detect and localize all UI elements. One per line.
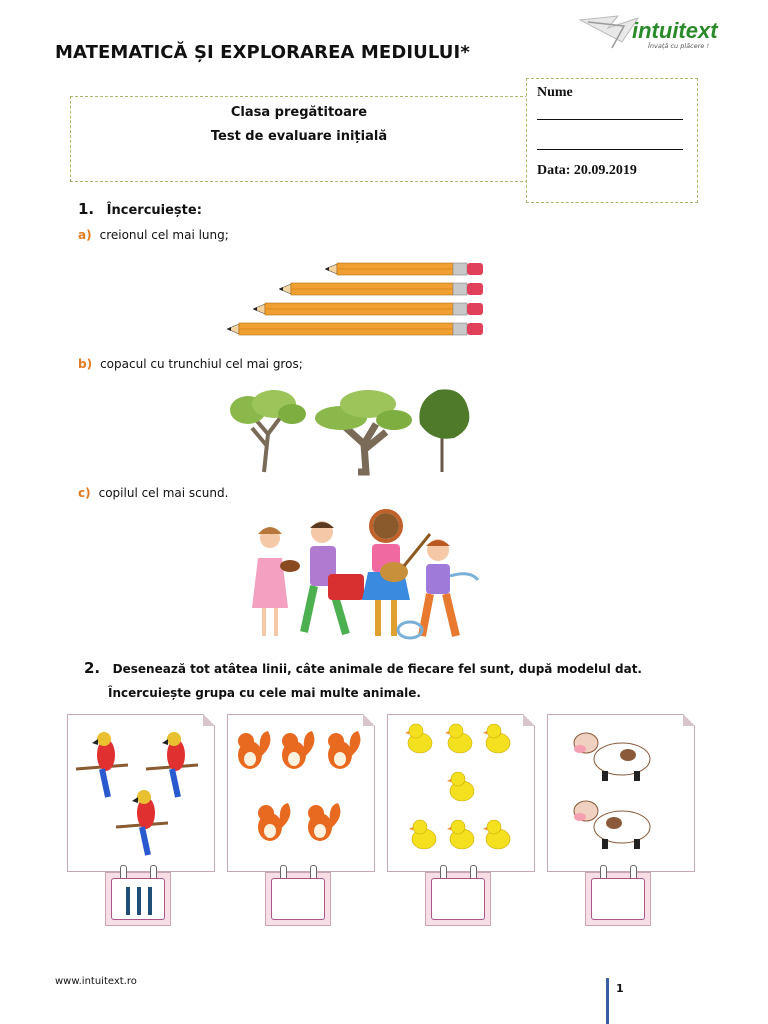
tally-lines [112, 879, 166, 921]
exercise-1c [78, 486, 228, 500]
pencil-4[interactable] [227, 323, 483, 335]
pencil-2[interactable] [279, 283, 483, 295]
logo-text: intuitext [632, 18, 718, 43]
page-title: MATEMATICĂ ȘI EXPLORAREA MEDIULUI* [55, 42, 470, 63]
chick-icon [412, 820, 436, 849]
name-line-2[interactable] [537, 149, 683, 150]
child-4-boy-hose[interactable] [398, 539, 478, 638]
cow-icon [574, 733, 650, 781]
item-b-letter: b) [78, 357, 93, 371]
exercise-2-instruction-1: Desenează tot atâtea linii, câte animale de fiecare fel sunt, după modelul dat. [112, 662, 642, 676]
child-1-girl-violin[interactable] [252, 527, 300, 636]
name-label: Nume [537, 85, 573, 100]
exercise-2-heading [84, 659, 642, 677]
child-2-boy-drum[interactable] [304, 521, 364, 634]
tally-box-parrots[interactable] [105, 872, 171, 926]
item-c-text: copilul cel mai scund. [98, 486, 229, 500]
group-card-chicks[interactable] [387, 714, 535, 872]
tally-box-cows[interactable] [585, 872, 651, 926]
group-card-cows[interactable] [547, 714, 695, 872]
cows-illustration [548, 715, 694, 871]
chicks-illustration [388, 715, 534, 871]
date-label: Data: 20.09.2019 [537, 163, 637, 178]
pencil-3[interactable] [253, 303, 483, 315]
child-3-girl-guitar[interactable] [362, 511, 430, 636]
tree-3[interactable] [419, 389, 469, 472]
item-b-text: copacul cu trunchiul cel mai gros; [100, 357, 303, 371]
cow-icon [574, 801, 650, 849]
page-divider [606, 978, 609, 1024]
pencil-1[interactable] [325, 263, 483, 275]
item-a-text: creionul cel mai lung; [99, 228, 229, 242]
exercise-2-instruction-2: Încercuiește grupa cu cele mai multe animale. [108, 686, 421, 700]
tally-box-chicks[interactable] [425, 872, 491, 926]
pencils-illustration[interactable] [225, 258, 487, 340]
page-number: 1 [616, 982, 624, 995]
group-card-squirrels[interactable] [227, 714, 375, 872]
chick-icon [450, 820, 474, 849]
item-c-letter: c) [78, 486, 91, 500]
exercise-1a [78, 228, 229, 242]
name-line-1[interactable] [537, 119, 683, 120]
exercise-2-number: 2. [84, 659, 101, 677]
parrot-icon [76, 732, 128, 797]
chick-icon [486, 724, 510, 753]
group-card-parrots[interactable] [67, 714, 215, 872]
footer-website[interactable]: www.intuitext.ro [55, 976, 137, 987]
chick-icon [448, 724, 472, 753]
parrot-icon [146, 732, 198, 797]
logo-tagline: Învață cu plăcere ! [648, 42, 710, 50]
children-illustration[interactable] [242, 508, 490, 646]
squirrels-illustration [228, 715, 374, 871]
parrots-illustration [68, 715, 214, 871]
exercise-1-heading [78, 200, 202, 218]
class-label: Clasa pregătitoare [230, 105, 368, 120]
chick-icon [408, 724, 432, 753]
chick-icon [486, 820, 510, 849]
student-info-box [526, 78, 698, 203]
class-info-box [70, 96, 528, 182]
chick-icon [450, 772, 474, 801]
exercise-1-instruction: Încercuiește: [106, 203, 202, 218]
exercise-1b [78, 357, 303, 371]
item-a-letter: a) [78, 228, 92, 242]
tree-1[interactable] [230, 390, 306, 472]
test-label: Test de evaluare inițială [210, 129, 388, 144]
trees-illustration[interactable] [226, 384, 476, 476]
tree-2[interactable] [315, 390, 412, 472]
parrot-icon [116, 790, 168, 855]
tally-box-squirrels[interactable] [265, 872, 331, 926]
exercise-1-number: 1. [78, 200, 95, 218]
